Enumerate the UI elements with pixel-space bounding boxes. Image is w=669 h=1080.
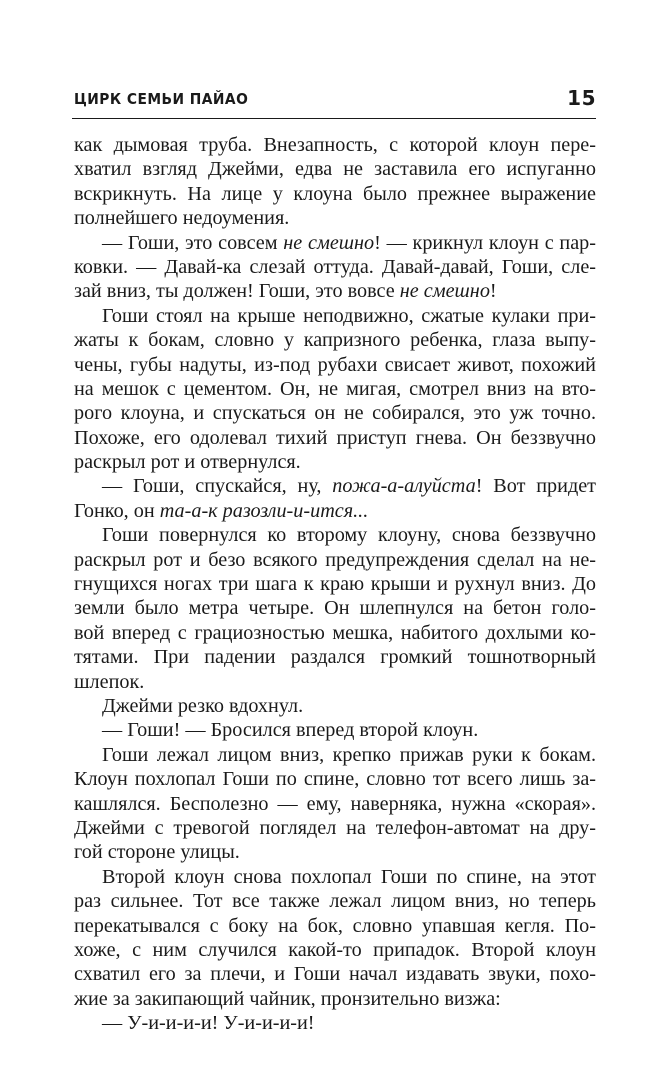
text-line: Похоже, его одолевал тихий приступ гнева. Он беззвучно: [74, 426, 596, 449]
text-line: Гоши повернулся ко второму клоуну, снова беззвучно: [102, 524, 596, 547]
text-line: вой вперед с грациозностью мешка, набитого дохлыми ко-: [74, 621, 596, 644]
text-line: земли было метра четыре. Он шлепнулся на бетон голо-: [74, 597, 596, 620]
text-line: Второй клоун снова похлопал Гоши по спине, на этот: [102, 865, 596, 888]
text-line: жаты к бокам, словно у капризного ребенка, глаза выпу-: [74, 329, 596, 352]
text-line: кашлялся. Бесполезно — ему, наверняка, нужна «скорая».: [74, 792, 596, 815]
text-line: раз сильнее. Тот все также лежал лицом вниз, но теперь: [74, 890, 596, 913]
text-run: — Гоши, это совсем: [102, 231, 284, 254]
header-rule: [72, 118, 596, 119]
text-line: схватил его за плечи, и Гоши начал издавать звуки, похо-: [74, 963, 596, 986]
body-text: [74, 133, 596, 1035]
text-line: Джейми с тревогой поглядел на телефон-автомат на дру-: [74, 816, 596, 839]
text-line: хоже, с ним случился какой-то припадок. Второй клоун: [74, 938, 596, 961]
text-run: — Гоши, спускайся, ну,: [102, 475, 333, 498]
italic-run: не смешно: [283, 231, 375, 254]
text-line: Гоши стоял на крыше неподвижно, сжатые кулаки при-: [102, 304, 596, 327]
text-run: ! Вот придет: [475, 475, 597, 498]
text-line: [74, 474, 596, 498]
text-line: жие за закипающий чайник, пронзительно визжа:: [74, 987, 501, 1010]
text-line: тятами. При падении раздался громкий тошнотворный: [74, 646, 596, 669]
text-line: [74, 279, 596, 303]
text-line: [74, 499, 596, 523]
italic-run: та-а-к разозли-и-ится...: [159, 499, 369, 522]
text-line: рого клоуна, и спускаться он не собирался, это уж точно.: [74, 402, 596, 425]
text-line: Гоши лежал лицом вниз, крепко прижав руки к бокам.: [102, 743, 596, 766]
text-line: шлепок.: [74, 670, 145, 693]
text-run: зай вниз, ты должен! Гоши, это вовсе: [74, 280, 400, 303]
text-line: гой стороне улицы.: [74, 841, 240, 864]
text-line: гнущихся ногах три шага к краю крыши и рухнул вниз. До: [74, 573, 596, 596]
text-line: чены, губы надуты, из-под рубахи свисает живот, похожий: [74, 353, 596, 376]
text-line: — Гоши! — Бросился вперед второй клоун.: [102, 719, 479, 742]
text-line: — У-и-и-и-и! У-и-и-и-и!: [102, 1012, 315, 1035]
page-number: 15: [567, 86, 596, 110]
text-run: Гонко, он: [74, 499, 160, 522]
italic-run: не смешно: [399, 280, 490, 303]
text-line: на мешок с цементом. Он, не мигая, смотрел вниз на вто-: [74, 377, 596, 400]
text-line: хватил взгляд Джейми, едва не заставила его испуганно: [74, 158, 596, 181]
text-line: раскрыл рот и отвернулся.: [74, 451, 301, 474]
text-line: ковки. — Давай-ка слезай оттуда. Давай-давай, Гоши, сле-: [74, 255, 596, 278]
text-run: ! — крикнул клоун с пар-: [374, 231, 596, 254]
text-line: полнейшего недоумения.: [74, 207, 290, 230]
text-run: !: [489, 280, 497, 303]
text-line: как дымовая труба. Внезапность, с которой клоун пере-: [74, 134, 596, 156]
text-line: Клоун похлопал Гоши по спине, словно тот всего лишь за-: [74, 768, 596, 791]
text-line: перекатывался с боку на бок, словно упавшая кегля. По-: [74, 914, 596, 937]
text-line: Джейми резко вдохнул.: [102, 694, 304, 717]
running-head: [72, 86, 596, 114]
text-line: раскрыл рот и безо всякого предупреждения сделал на не-: [74, 548, 596, 571]
book-title: ЦИРК СЕМЬИ ПАЙАО: [74, 90, 249, 108]
text-line: вскрикнуть. На лице у клоуна было прежнее выражение: [74, 182, 596, 205]
text-line: [74, 231, 596, 255]
italic-run: пожа-а-алуйста: [332, 475, 476, 498]
